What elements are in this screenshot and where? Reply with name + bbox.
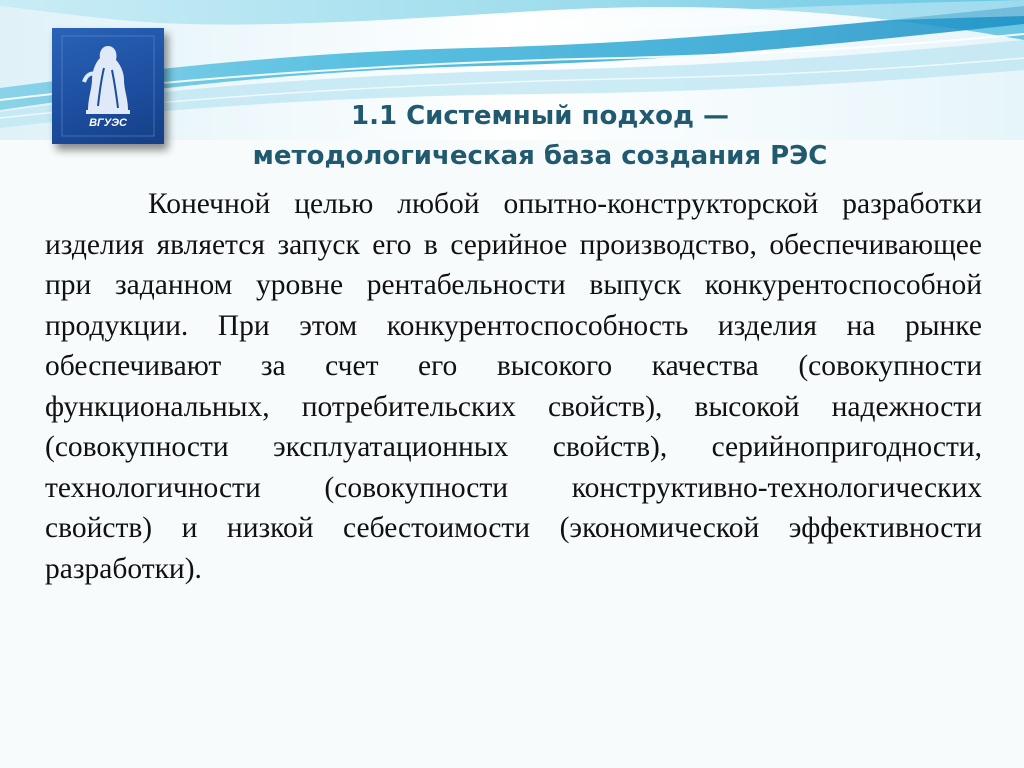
body-paragraph: Конечной целью любой опытно-конструкторской разработки изделия является запуск его в серийное производство, обеспечивающее при заданном уровне рентабельности выпуск конкурентоспособной продукции. При этом конкурентоспособность изделия на рынке обеспечивают за счет его высокого качества (совокупности функциональных, потребительских свойств), высокой надежности (совокупности эксплуатационных свойств), серийнопригодности, технологичности (совокупности конструктивно-технологических свойств) и низкой себестоимости (экономической эффективности разработки). (45, 188, 982, 585)
university-logo (52, 28, 164, 144)
slide-title (170, 96, 910, 176)
title-line-1: 1.1 Системный подход — (350, 101, 730, 131)
monument-icon (52, 28, 164, 144)
logo-text: ВГУЭС (89, 117, 127, 129)
title-line-2: методологическая база создания РЭС (252, 141, 828, 171)
